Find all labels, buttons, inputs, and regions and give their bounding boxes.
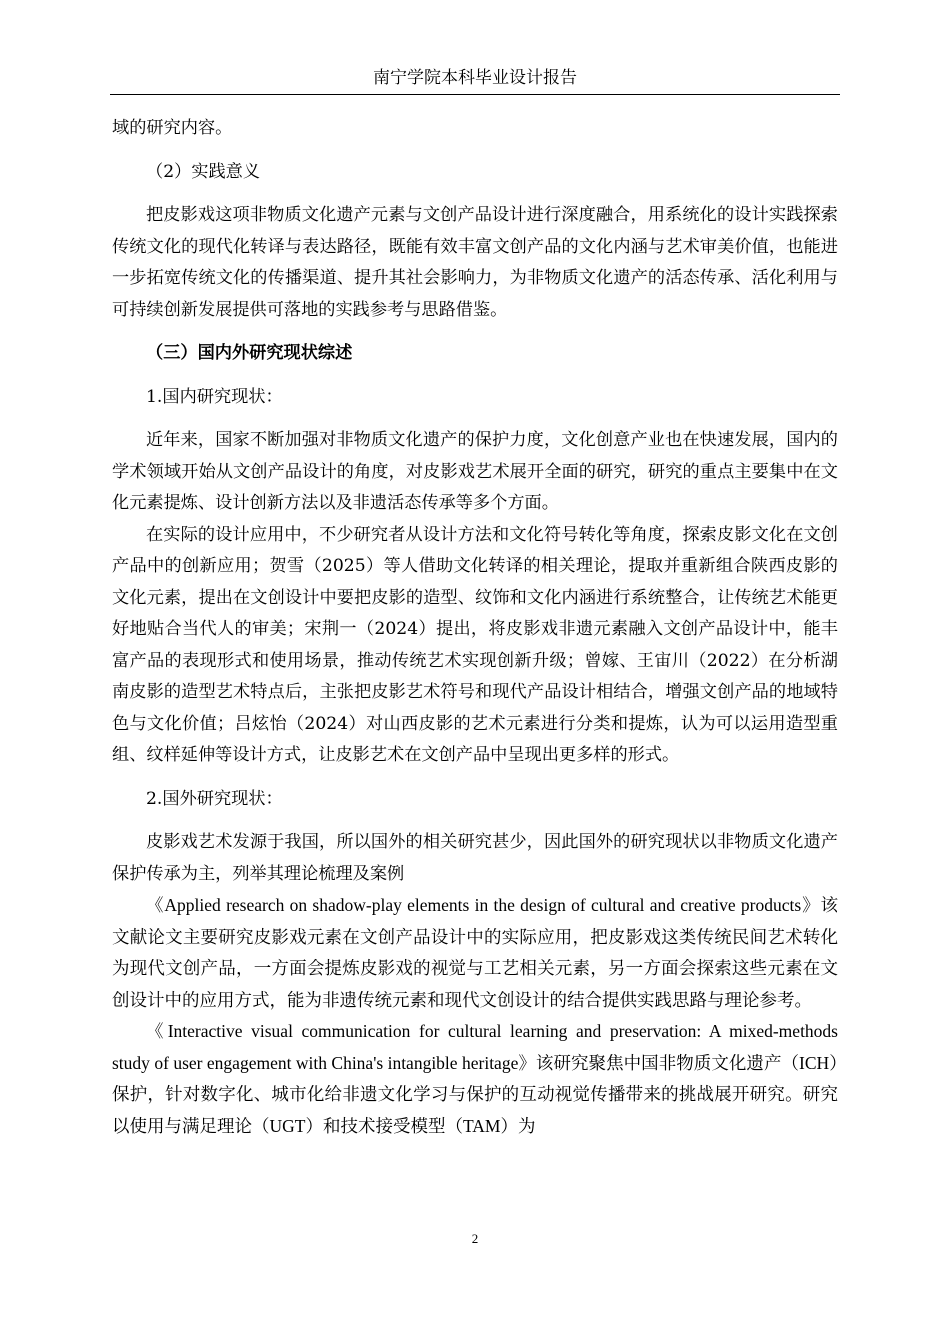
page-number: 2 (471, 1231, 479, 1246)
paragraph-interactive-communication: 《Interactive visual communication for cultural learning and preservation: A mixed-methods study of user engagement with China's intangible heritage》该研究聚焦中国非物质文化遗产（ICH）保护，针对数字化、城市化给非遗文化学习与保护的互动视觉传播带来的挑战展开研究。研究以使用与满足理论（UGT）和技术接受模型（TAM）为 (112, 1021, 838, 1136)
paragraph-domestic-overview: 近年来，国家不断加强对非物质文化遗产的保护力度，文化创意产业也在快速发展，国内的学术领域开始从文创产品设计的角度，对皮影戏艺术展开全面的研究，研究的重点主要集中在文化元素提炼、设计创新方法以及非遗活态传承等多个方面。 (112, 430, 838, 513)
subheading-domestic-research: 1.国内研究现状： (146, 386, 283, 407)
subheading-foreign-research: 2.国外研究现状： (146, 788, 283, 809)
paragraph-practical-significance: 把皮影戏这项非物质文化遗产元素与文创产品设计进行深度融合，用系统化的设计实践探索传统文化的现代化转译与表达路径，既能有效丰富文创产品的文化内涵与艺术审美价值，也能进一步拓宽传统文化的传播渠道、提升其社会影响力，为非物质文化遗产的活态传承、活化利用与可持续创新发展提供可落地的实践参考与思路借鉴。 (112, 205, 838, 320)
paragraph-continuation: 域的研究内容。 (112, 118, 233, 138)
subheading-practical-significance: （2）实践意义 (146, 161, 261, 182)
document-body (112, 113, 838, 1142)
header-divider (110, 94, 840, 95)
section-heading-research-status: （三）国内外研究现状综述 (146, 343, 353, 363)
paragraph-applied-research: 《Applied research on shadow-play elements in the design of cultural and creative products》该文献论文主要研究皮影戏元素在文创产品设计中的实际应用，把皮影戏这类传统民间艺术转化为现代文创产品，一方面会提炼皮影戏的视觉与工艺相关元素，另一方面会探索这些元素在文创设计中的应用方式，能为非遗传统元素和现代文创设计的结合提供实践思路与理论参考。 (112, 895, 838, 1010)
paragraph-domestic-applications: 在实际的设计应用中，不少研究者从设计方法和文化符号转化等角度，探索皮影文化在文创产品中的创新应用；贺雪（2025）等人借助文化转译的相关理论，提取并重新组合陕西皮影的文化元素，提出在文创设计中要把皮影的造型、纹饰和文化内涵进行系统整合，让传统艺术能更好地贴合当代人的审美；宋荆一（2024）提出，将皮影戏非遗元素融入文创产品设计中，能丰富产品的表现形式和使用场景，推动传统艺术实现创新升级；曾嫁、王宙川（2022）在分析湖南皮影的造型艺术特点后，主张把皮影艺术符号和现代产品设计相结合，增强文创产品的地域特色与文化价值；吕炫怡（2024）对山西皮影的艺术元素进行分类和提炼，认为可以运用造型重组、纹样延伸等设计方式，让皮影艺术在文创产品中呈现出更多样的形式。 (112, 524, 838, 765)
paragraph-foreign-overview: 皮影戏艺术发源于我国，所以国外的相关研究甚少，因此国外的研究现状以非物质文化遗产保护传承为主，列举其理论梳理及案例 (112, 832, 838, 884)
page-header: 南宁学院本科毕业设计报告 (373, 68, 577, 88)
